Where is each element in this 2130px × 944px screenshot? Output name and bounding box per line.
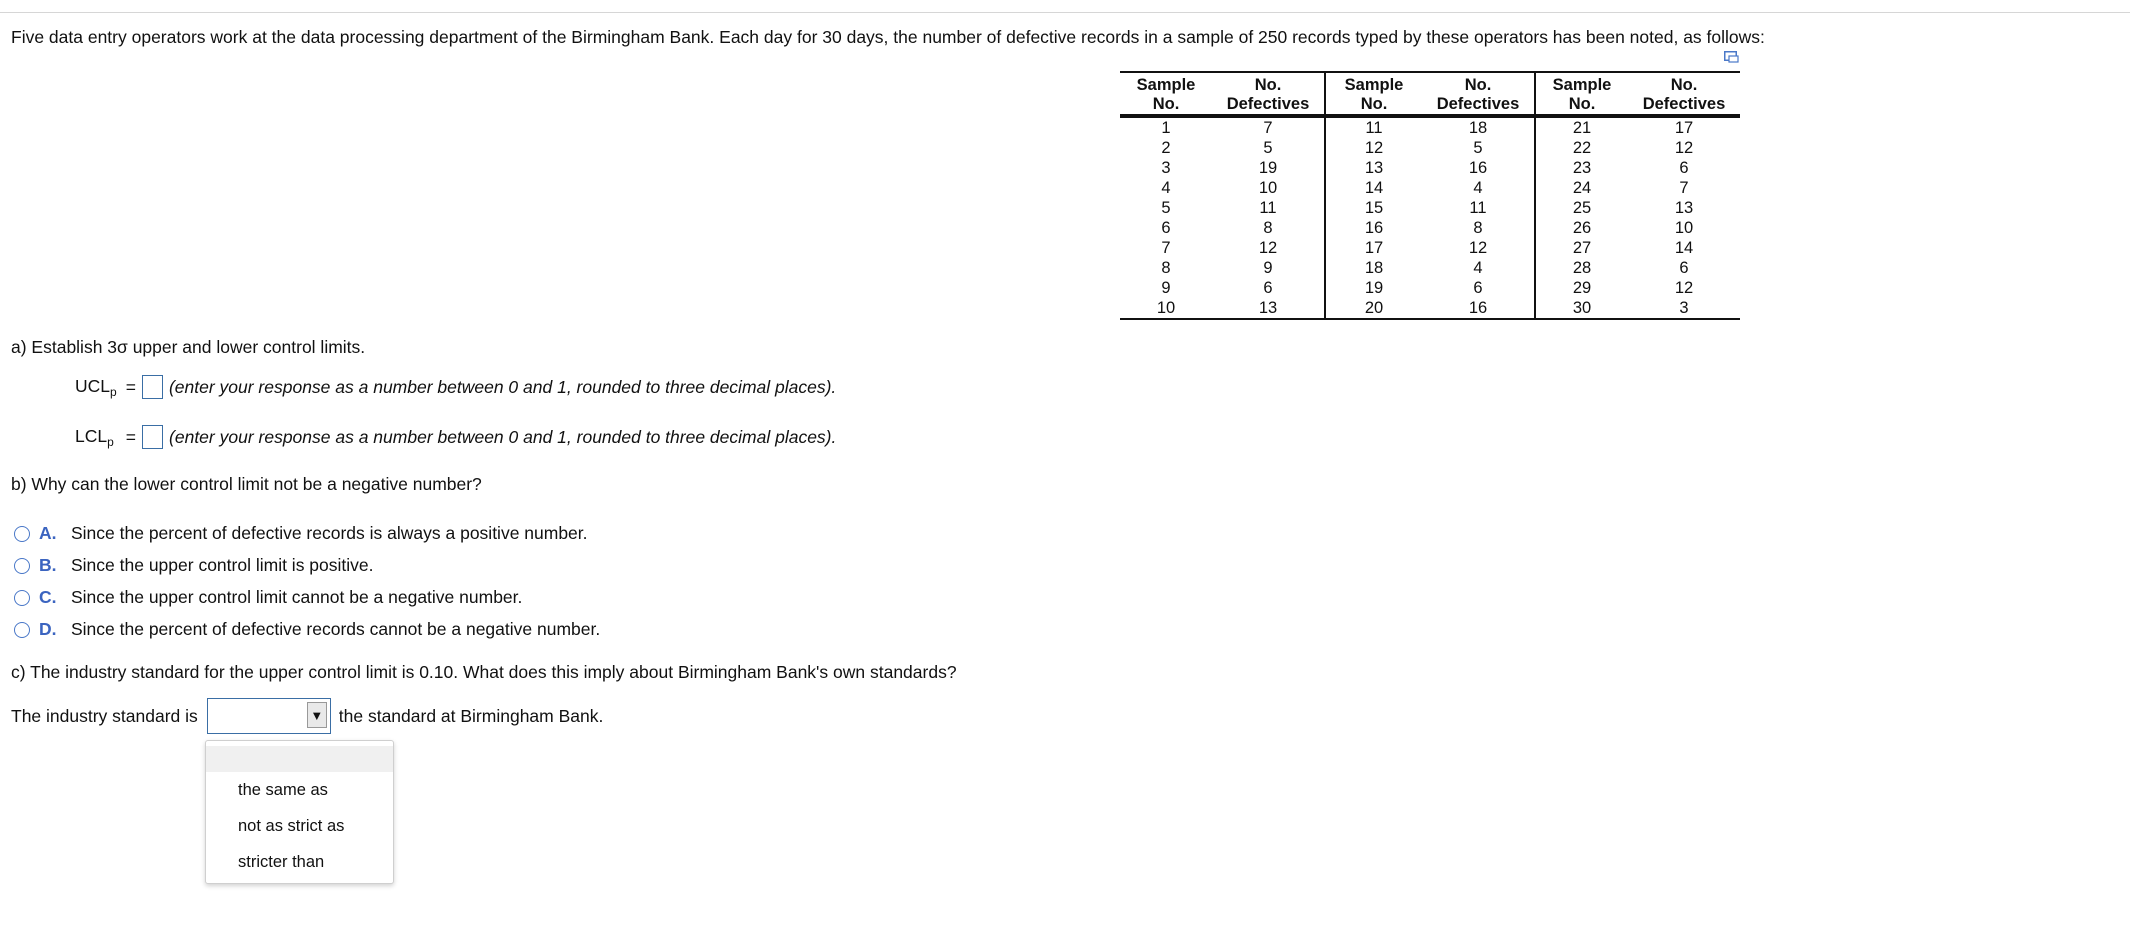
table-cell: 5 (1161, 199, 1171, 217)
header-sample-no-3: Sample No. (1535, 72, 1628, 116)
table-cell: 27 (1535, 238, 1628, 258)
lcl-row (75, 425, 836, 449)
dropdown-option-not-as-strict[interactable]: not as strict as (238, 817, 345, 835)
standard-select[interactable] (207, 698, 331, 734)
expand-table-icon[interactable] (1724, 51, 1740, 64)
table-cell: 17 (1325, 238, 1422, 258)
radio-d[interactable] (14, 622, 30, 638)
part-c-question: c) The industry standard for the upper control limit is 0.10. What does this imply about Birmingham Bank's own standards? (11, 662, 957, 682)
table-row (1120, 138, 1740, 158)
table-row (1120, 218, 1740, 238)
radio-c[interactable] (14, 590, 30, 606)
radio-b[interactable] (14, 558, 30, 574)
table-cell: 8 (1161, 259, 1171, 277)
table-header-row (1120, 72, 1740, 116)
table-cell: 10 (1120, 298, 1212, 319)
table-cell: 6 (1263, 279, 1273, 297)
ucl-input[interactable] (142, 375, 163, 399)
option-a-letter: A. (39, 523, 57, 543)
table-cell: 15 (1325, 198, 1422, 218)
table-cell: 5 (1473, 139, 1483, 157)
option-b-text: Since the upper control limit is positive. (71, 555, 374, 575)
lcl-input[interactable] (142, 425, 163, 449)
table-cell: 11 (1259, 199, 1277, 217)
table-cell: 21 (1535, 116, 1628, 138)
table-cell: 11 (1325, 116, 1422, 138)
table-cell: 28 (1535, 258, 1628, 278)
radio-a[interactable] (14, 526, 30, 542)
table-cell: 13 (1212, 298, 1325, 319)
table-cell: 20 (1325, 298, 1422, 319)
table-cell: 18 (1325, 258, 1422, 278)
standard-dropdown-menu (205, 740, 394, 884)
ucl-row (75, 375, 836, 399)
option-b[interactable] (14, 555, 374, 576)
dropdown-arrow-icon[interactable]: ▼ (307, 702, 327, 728)
table-cell: 14 (1674, 239, 1694, 257)
table-cell: 5 (1263, 139, 1273, 157)
dropdown-blank-option[interactable] (206, 746, 393, 772)
table-cell: 2 (1161, 139, 1171, 157)
table-cell: 25 (1535, 198, 1628, 218)
ucl-label: $UCL_p$ (75, 375, 117, 399)
table-cell: 6 (1161, 219, 1171, 237)
table-cell: 4 (1161, 179, 1171, 197)
table-cell: 8 (1263, 219, 1273, 237)
table-cell: 9 (1161, 279, 1171, 297)
table-cell: 10 (1674, 219, 1694, 237)
table-cell: 7 (1679, 179, 1689, 197)
table-row (1120, 258, 1740, 278)
table-cell: 9 (1263, 259, 1273, 277)
ucl-hint: (enter your response as a number between 0 and 1, rounded to three decimal places). (168, 376, 837, 397)
table-row (1120, 198, 1740, 218)
option-c-text: Since the upper control limit cannot be a negative number. (71, 587, 523, 607)
ucl-equals: = (125, 376, 136, 397)
table-cell: 3 (1161, 159, 1171, 177)
table-cell: 12 (1468, 239, 1488, 257)
table-cell: 6 (1473, 279, 1483, 297)
table-cell: 23 (1535, 158, 1628, 178)
table-cell: 8 (1473, 219, 1483, 237)
part-b-question: b) Why can the lower control limit not be a negative number? (11, 474, 482, 494)
table-cell: 22 (1535, 138, 1628, 158)
table-cell: 19 (1325, 278, 1422, 298)
table-cell: 12 (1674, 279, 1694, 297)
table-cell: 4 (1473, 179, 1483, 197)
table-cell: 16 (1468, 159, 1488, 177)
table-cell: 17 (1674, 119, 1694, 137)
option-a[interactable] (14, 523, 588, 544)
table-cell: 12 (1325, 138, 1422, 158)
table-cell: 1 (1161, 119, 1171, 137)
table-cell: 16 (1325, 218, 1422, 238)
defectives-data-table (1120, 71, 1740, 320)
standard-suffix: the standard at Birmingham Bank. (338, 705, 604, 726)
table-cell: 30 (1535, 298, 1628, 319)
standard-prefix: The industry standard is (11, 705, 198, 726)
table-cell: 14 (1325, 178, 1422, 198)
table-cell: 29 (1535, 278, 1628, 298)
header-no-defectives-3: No. Defectives (1628, 72, 1740, 116)
table-cell: 13 (1674, 199, 1694, 217)
header-sample-no-1: Sample No. (1120, 72, 1212, 116)
table-cell: 13 (1325, 158, 1422, 178)
table-row (1120, 158, 1740, 178)
table-cell: 12 (1674, 139, 1694, 157)
table-cell: 7 (1161, 239, 1171, 257)
option-c[interactable] (14, 587, 522, 608)
table-body (1120, 116, 1740, 319)
table-cell: 6 (1679, 159, 1689, 177)
table-cell: 4 (1473, 259, 1483, 277)
table-cell: 16 (1422, 298, 1535, 319)
lcl-equals: = (125, 426, 137, 447)
table-row (1120, 278, 1740, 298)
option-d-text: Since the percent of defective records cannot be a negative number. (71, 619, 601, 639)
dropdown-option-same[interactable]: the same as (238, 781, 328, 799)
option-b-letter: B. (39, 555, 57, 575)
part-a-question: a) Establish 3σ upper and lower control limits. (11, 337, 366, 357)
table-cell: 10 (1258, 179, 1278, 197)
table-cell: 12 (1258, 239, 1278, 257)
table-cell: 6 (1679, 259, 1689, 277)
lcl-label: $LCL_p$ (75, 425, 114, 449)
header-sample-no-2: Sample No. (1325, 72, 1422, 116)
table-cell: 3 (1628, 298, 1740, 319)
option-d[interactable] (14, 619, 600, 640)
table-row (1120, 178, 1740, 198)
option-d-letter: D. (39, 619, 57, 639)
table-cell: 7 (1263, 119, 1273, 137)
option-c-letter: C. (39, 587, 57, 607)
option-a-text: Since the percent of defective records is always a positive number. (71, 523, 588, 543)
problem-statement: Five data entry operators work at the data processing department of the Birmingham Bank. Each day for 30 days, the number of defective records in a sample of 250 records typed by these operators has been noted, as follows: (11, 27, 1765, 47)
table-row (1120, 298, 1740, 319)
lcl-hint: (enter your response as a number between 0 and 1, rounded to three decimal places). (169, 426, 837, 447)
table-cell: 19 (1258, 159, 1278, 177)
table-cell: 24 (1535, 178, 1628, 198)
table-cell: 11 (1469, 199, 1487, 217)
header-no-defectives-1: No. Defectives (1212, 72, 1325, 116)
dropdown-option-stricter[interactable]: stricter than (238, 853, 325, 871)
top-divider (0, 12, 2130, 13)
table-row (1120, 238, 1740, 258)
table-cell: 18 (1468, 119, 1488, 137)
standard-row (11, 698, 603, 734)
table-row (1120, 116, 1740, 138)
table-cell: 26 (1535, 218, 1628, 238)
header-no-defectives-2: No. Defectives (1422, 72, 1535, 116)
